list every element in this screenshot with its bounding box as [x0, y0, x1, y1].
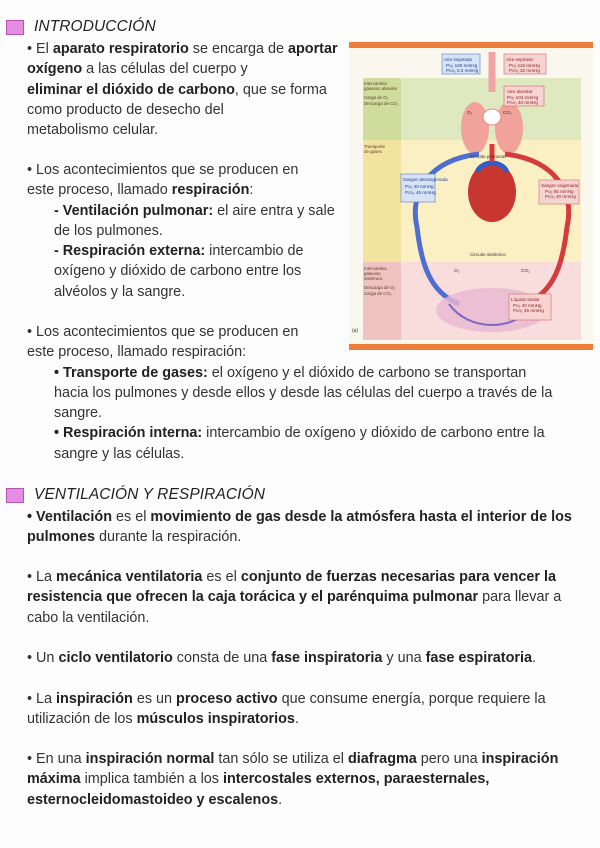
- svg-text:Intercambio: Intercambio: [364, 266, 387, 271]
- vent-paragraph-3: • Un ciclo ventilatorio consta de una fase inspiratoria y una fase espiratoria.: [27, 650, 536, 666]
- svg-text:Carga de CO₂: Carga de CO₂: [364, 291, 392, 296]
- intro-paragraph-3: • Los acontecimientos que se producen en este proceso, llamado respiración: • Transporte de gases: el oxígeno y el dióxido de carbono se transportan hacia los pulmones y desde ellos y desde las células del cuerpo a través de la sangre. • Respiración interna: intercambio de oxígeno y dióxido de carbono entre la sangre y las células.: [27, 324, 553, 462]
- svg-text:(a): (a): [352, 328, 359, 334]
- svg-text:O₂: O₂: [467, 110, 473, 115]
- svg-text:Pco₂ 40 mmHg: Pco₂ 40 mmHg: [545, 194, 576, 199]
- svg-text:Descarga de CO₂: Descarga de CO₂: [364, 101, 399, 106]
- svg-text:CO₂: CO₂: [521, 268, 530, 273]
- left-lung: [461, 102, 489, 154]
- svg-text:Transporte: Transporte: [364, 144, 386, 149]
- top-orange-bar: [349, 42, 593, 48]
- intro-paragraph-2: • Los acontecimientos que se producen en este proceso, llamado respiración: - Ventilación pulmonar: el aire entra y sale de los pulmones. - Respiración externa: intercambio de oxígeno y dióxido de carbono entre los alvéolos y la sangre.: [27, 162, 335, 300]
- svg-text:Po₂ 95 mmHg: Po₂ 95 mmHg: [545, 189, 574, 194]
- svg-text:Intercambio: Intercambio: [364, 81, 387, 86]
- svg-text:Sangre oxigenada: Sangre oxigenada: [541, 183, 579, 188]
- vent-paragraph-1: • Ventilación es el movimiento de gas desde la atmósfera hasta el interior de los pulmones durante la respiración.: [27, 509, 572, 546]
- svg-text:Circuito sistémico: Circuito sistémico: [470, 252, 506, 257]
- svg-text:de gases: de gases: [364, 149, 382, 154]
- svg-text:Pco₂ 40 mmHg: Pco₂ 40 mmHg: [507, 100, 538, 105]
- section-heading-ventilacion: [6, 486, 265, 504]
- vent-paragraph-4: • La inspiración es un proceso activo que consume energía, porque requiere la utilización de los músculos inspiratorios.: [27, 691, 546, 728]
- svg-text:Po₂ 40 mmHg: Po₂ 40 mmHg: [405, 184, 434, 189]
- svg-text:gaseoso: gaseoso: [364, 271, 381, 276]
- svg-text:Po₂ 116 mmHg: Po₂ 116 mmHg: [509, 63, 540, 68]
- svg-text:Aire espirado: Aire espirado: [506, 57, 534, 62]
- section-heading-introduccion: [6, 18, 156, 36]
- heading-marker-icon: [6, 488, 24, 503]
- svg-text:Líquido tisular: Líquido tisular: [511, 297, 540, 302]
- svg-text:Circuito pulmonar: Circuito pulmonar: [470, 154, 506, 159]
- svg-text:Aire inspirado: Aire inspirado: [444, 57, 473, 62]
- vent-paragraph-2: • La mecánica ventilatoria es el conjunto de fuerzas necesarias para vencer la resistencia que ofrecen la caja torácica y el parénquima pulmonar para llevar a cabo la ventilación.: [27, 569, 562, 626]
- svg-text:Aire alveolar: Aire alveolar: [507, 89, 533, 94]
- svg-text:Pco₂ 45 mmHg: Pco₂ 45 mmHg: [405, 190, 436, 195]
- bottom-orange-bar: [349, 344, 593, 350]
- svg-text:Sangre desoxigenada: Sangre desoxigenada: [403, 177, 448, 182]
- respiration-diagram: [349, 42, 593, 350]
- intro-paragraph-1: • El aparato respiratorio se encarga de aportar oxígeno a las células del cuerpo y eliminar el dióxido de carbono, que se forma como producto de desecho del metabolismo celular.: [27, 41, 338, 139]
- svg-text:Pco₂ 0.3 mmHg: Pco₂ 0.3 mmHg: [446, 68, 479, 73]
- heading-marker-icon: [6, 20, 24, 35]
- svg-text:CO₂: CO₂: [503, 110, 512, 115]
- vent-paragraph-5: • En una inspiración normal tan sólo se utiliza el diafragma pero una inspiración máxima implica también a los intercostales externos, paraesternales, esternocleidomastoideo y escalenos.: [27, 751, 559, 808]
- svg-text:Po₂ 40 mmHg: Po₂ 40 mmHg: [513, 303, 542, 308]
- svg-text:Po₂ 160 mmHg: Po₂ 160 mmHg: [446, 63, 478, 68]
- svg-text:Po₂ 104 mmHg: Po₂ 104 mmHg: [507, 95, 539, 100]
- svg-text:gaseoso alveolar: gaseoso alveolar: [364, 86, 398, 91]
- svg-text:Carga de O₂: Carga de O₂: [364, 95, 389, 100]
- svg-text:Descarga de O₂: Descarga de O₂: [364, 285, 396, 290]
- section-title: VENTILACIÓN Y RESPIRACIÓN: [34, 486, 266, 503]
- svg-text:O₂: O₂: [454, 268, 460, 273]
- svg-text:sistémico: sistémico: [364, 276, 383, 281]
- svg-text:Pco₂ 32 mmHg: Pco₂ 32 mmHg: [509, 68, 540, 73]
- section-title: INTRODUCCIÓN: [34, 18, 156, 35]
- svg-text:Pco₂ 45 mmHg: Pco₂ 45 mmHg: [513, 308, 544, 313]
